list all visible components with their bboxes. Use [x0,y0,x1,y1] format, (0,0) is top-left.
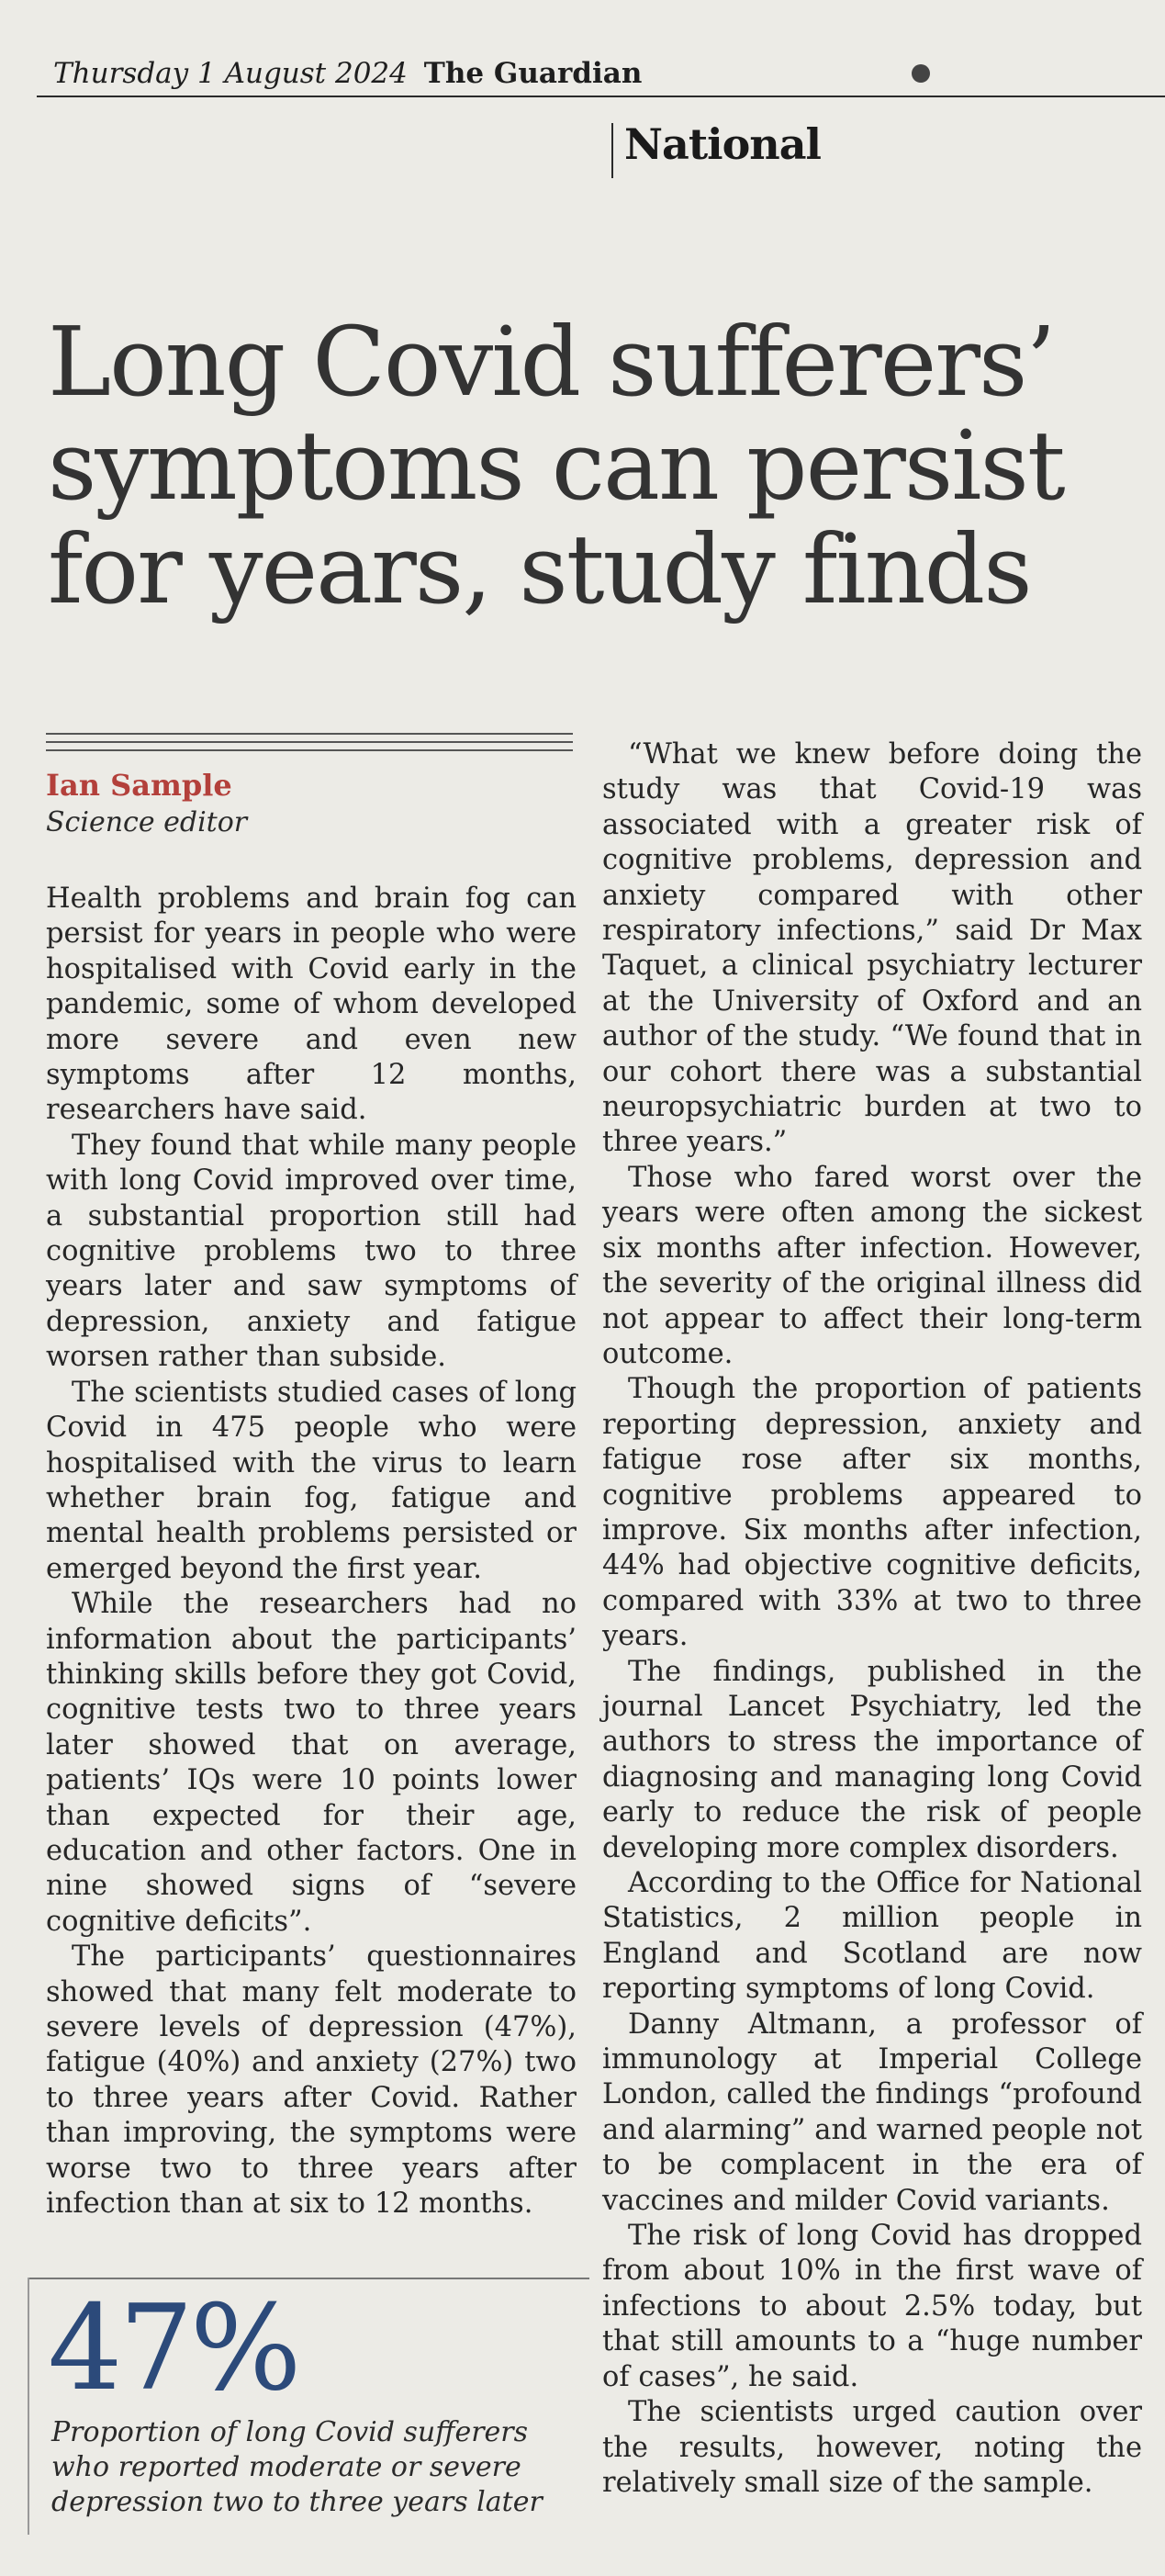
paragraph: “What we knew before doing the study was that Covid-19 was associated with a greater risk of cognitive problems, depression and anxiety compared with other respiratory infections,” said Dr Max Taquet, a clinical psychiatry lecturer at the University of Oxford and an author of the study. “We found that in our cohort there was a substantial neuropsychiatric burden at two to three years.” [602,738,1142,1159]
paragraph: The scientists urged caution over the results, however, noting the relatively small size of the sample. [602,2396,1142,2499]
paragraph: The participants’ questionnaires showed that many felt moderate to severe levels of depression (47%), fatigue (40%) and anxiety (27%) two to three years after Covid. Rather than improving, the symptoms were worse two to three years after infection than at six to 12 months. [46,1940,577,2221]
paragraph: Though the proportion of patients reporting depression, anxiety and fatigue rose after six months, cognitive problems appeared to improve. Six months after infection, 44% had objective cognitive deficits, compared with 33% at two to three years. [602,1373,1142,1653]
byline-author: Ian Sample [46,768,232,803]
stat-box-rule [28,2278,589,2279]
paragraph: The findings, published in the journal Lancet Psychiatry, led the authors to stress the importance of diagnosing and managing long Covid early to reduce the risk of people developing more complex disorders. [602,1655,1142,1864]
byline-rules [46,733,573,762]
top-rule [37,96,1165,97]
article-column-left [46,882,577,2222]
stat-number: 47% [48,2280,298,2417]
headline-line-1: Long Covid sufferers’ [48,306,1055,418]
headline-line-2: symptoms can persist [48,410,1064,522]
paragraph: They found that while many people with long Covid improved over time, a substantial proportion still had cognitive problems two to three years later and saw symptoms of depression, anxiety and fatigue worsen rather than subside. [46,1129,577,1374]
masthead-date: Thursday 1 August 2024 [53,57,408,90]
paragraph: According to the Office for National Statistics, 2 million people in England and Scotland are now reporting symptoms of long Covid. [602,1867,1142,2006]
masthead-dot-icon [912,64,930,83]
paragraph: Danny Altmann, a professor of immunology at Imperial College London, called the findings “profound and alarming” and warned people not to be complacent in the era of vaccines and milder Covid variants. [602,2008,1142,2217]
article-column-right [602,737,1142,2501]
stat-box-side-rule [28,2278,29,2535]
paragraph: While the researchers had no information about the participants’ thinking skills before they got Covid, cognitive tests two to three years later showed that on average, patients’ IQs were 10 points lower than expected for their age, education and other factors. One in nine showed signs of “severe cognitive deficits”. [46,1588,577,1938]
paragraph: The scientists studied cases of long Covid in 475 people who were hospitalised with the virus to learn whether brain fog, fatigue and mental health problems persisted or emerged beyond the first year. [46,1376,577,1585]
section-divider [611,123,613,178]
paragraph: Health problems and brain fog can persist for years in people who were hospitalised with Covid early in the pandemic, some of whom developed more severe and even new symptoms after 12 months, researchers have said. [46,883,577,1127]
paragraph: The risk of long Covid has dropped from about 10% in the first wave of infections to about 2.5% today, but that still amounts to a “huge number of cases”, he said. [602,2220,1142,2393]
masthead-paper: The Guardian [423,57,643,90]
masthead [53,57,642,90]
stat-caption: Proportion of long Covid sufferers who reported moderate or severe depression two to three years later [51,2416,543,2518]
section-label: National [624,119,821,169]
byline-role: Science editor [46,806,248,838]
headline-line-3: for years, study finds [48,513,1031,625]
headline [48,306,1149,625]
paragraph: Those who fared worst over the years were often among the sickest six months after infection. However, the severity of the original illness did not appear to affect their long-term outcome. [602,1161,1142,1370]
